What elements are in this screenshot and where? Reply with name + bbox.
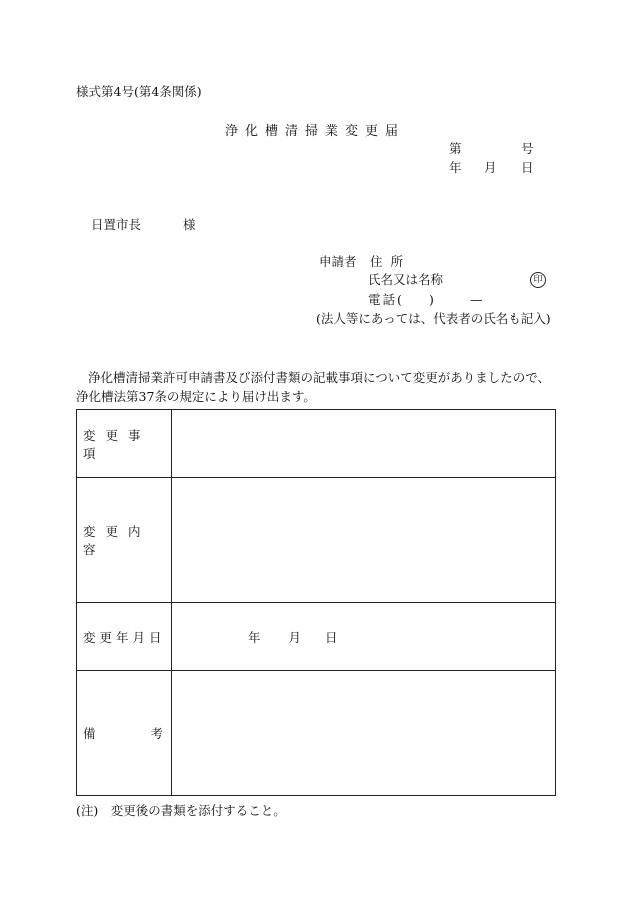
- table-row: [77, 671, 556, 796]
- document-title: 浄化槽清掃業変更届: [224, 124, 405, 139]
- date-year-label: 年: [449, 160, 462, 175]
- remarks-label-cell: [77, 671, 172, 796]
- number-suffix: 号: [521, 141, 534, 156]
- phone-close-paren: ): [429, 292, 434, 307]
- phone-dash: —: [470, 292, 483, 307]
- change-date-year: 年: [248, 629, 261, 645]
- corporation-note: (法人等にあっては、代表者の氏名も記入): [316, 311, 551, 326]
- change-date-label: 変更年月日: [83, 629, 166, 645]
- remarks-label-a: 備: [83, 726, 96, 741]
- address-label: 住所: [370, 254, 412, 269]
- remarks-field[interactable]: [172, 671, 556, 796]
- change-date-field[interactable]: [172, 603, 556, 671]
- table-row: [77, 603, 556, 671]
- change-content-label-cell: [77, 478, 172, 603]
- change-item-field[interactable]: [172, 410, 556, 478]
- number-prefix: 第: [449, 141, 462, 156]
- table-row: [77, 478, 556, 603]
- phone-label: 電話(: [368, 292, 404, 307]
- remarks-label: [83, 724, 171, 742]
- addressee: 日置市長: [91, 217, 142, 232]
- body-text: 浄化槽清掃業許可申請書及び添付書類の記載事項について変更がありましたので、浄化槽法第37条の規定により届け出ます。: [76, 370, 551, 404]
- change-content-label: 変更内容: [83, 524, 151, 557]
- change-item-label: 変更事項: [83, 427, 151, 461]
- change-date-month: 月: [288, 629, 302, 645]
- table-row: [77, 410, 556, 478]
- form-id: 様式第4号(第4条関係): [76, 84, 202, 99]
- footnote: (注) 変更後の書類を添付すること。: [76, 803, 286, 818]
- date-month-label: 月: [484, 160, 497, 175]
- change-item-label-cell: [77, 410, 172, 478]
- change-date-label-cell: [77, 603, 172, 671]
- name-label: 氏名又は名称: [368, 272, 444, 287]
- applicant-label: 申請者: [319, 254, 357, 269]
- date-day-label: 日: [521, 160, 534, 175]
- change-date-day: 日: [325, 629, 338, 645]
- seal-mark: 印: [530, 272, 546, 288]
- change-content-field[interactable]: [172, 478, 556, 603]
- remarks-label-b: 考: [150, 726, 163, 741]
- honorific: 様: [183, 217, 196, 232]
- change-table: [76, 409, 556, 796]
